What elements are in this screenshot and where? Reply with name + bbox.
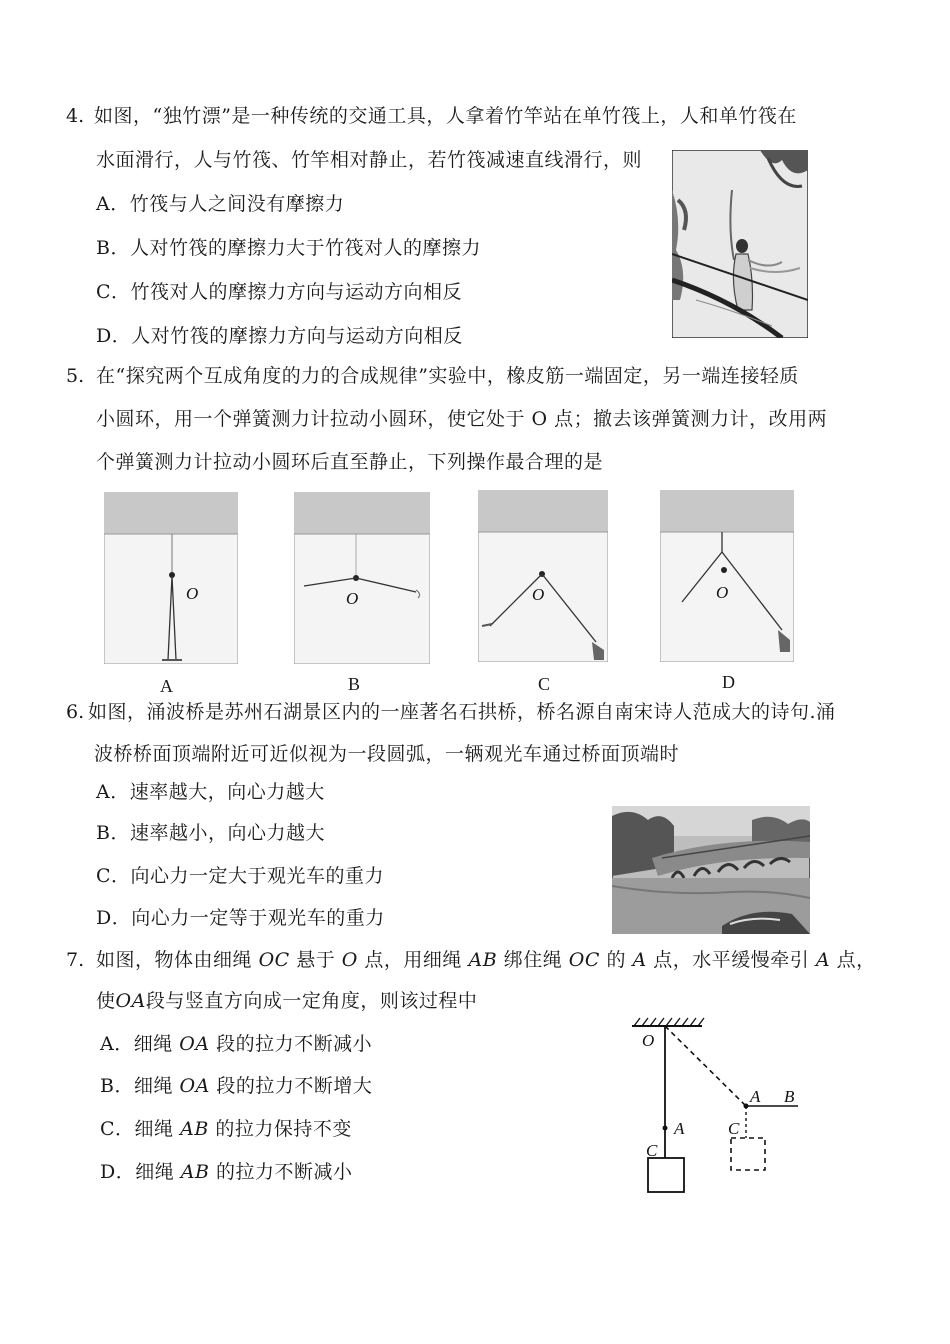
q7-option-a[interactable]: A．细绳 OA 段的拉力不断减小 [100, 1033, 373, 1055]
option-text: 竹筏与人之间没有摩擦力 [129, 193, 345, 215]
diagram-label-c: C [646, 1141, 658, 1160]
option-label: D． [96, 325, 132, 347]
option-text: 竹筏对人的摩擦力方向与运动方向相反 [130, 281, 463, 303]
q7-option-d[interactable]: D．细绳 AB 的拉力不断减小 [100, 1161, 353, 1183]
q5-figure-a-label: A [160, 676, 173, 696]
option-label: B． [100, 1075, 134, 1097]
q4-option-b[interactable] [96, 236, 481, 260]
q6-stem-line1: 如图，涌波桥是苏州石湖景区内的一座著名石拱桥，桥名源自南宋诗人范成大的诗句.涌 [88, 701, 836, 723]
q6-option-d[interactable] [96, 906, 385, 930]
q4-option-c[interactable] [96, 280, 462, 304]
q5-figure-b-label: B [348, 674, 361, 694]
q4-number: 4. [66, 105, 85, 127]
diagram-label-a: A [674, 1119, 685, 1138]
q4-stem-line1: 如图，“独竹漂”是一种传统的交通工具，人拿着竹竿站在单竹筏上，人和单竹筏在 [94, 105, 797, 127]
point-o-label: O [346, 589, 359, 608]
q5-figure-a[interactable] [104, 492, 238, 664]
q5-figure-d-label: D [722, 672, 735, 692]
q7-stem-line1: 如图，物体由细绳 OC 悬于 O 点，用细绳 AB 绑住绳 OC 的 A 点，水平缓慢牵引 A 点， [96, 949, 876, 971]
q6-stem-line2: 波桥桥面顶端附近可近似视为一段圆弧，一辆观光车通过桥面顶端时 [94, 743, 680, 765]
option-text: 速率越大，向心力越大 [129, 781, 325, 803]
option-label: B． [96, 822, 130, 844]
diagram-label-o: O [642, 1031, 655, 1050]
q6-option-b[interactable] [96, 821, 325, 845]
q5-stem-line1: 在“探究两个互成角度的力的合成规律”实验中，橡皮筋一端固定，另一端连接轻质 [96, 365, 799, 387]
point-o-label: O [716, 583, 729, 602]
q5-figure-b[interactable] [294, 492, 430, 664]
option-label: D． [96, 907, 132, 929]
diagram-label-a2: A [750, 1087, 761, 1106]
option-text: 人对竹筏的摩擦力大于竹筏对人的摩擦力 [129, 237, 481, 259]
option-label: C． [100, 1118, 135, 1140]
q5-stem-line3: 个弹簧测力计拉动小圆环后直至静止，下列操作最合理的是 [96, 451, 604, 473]
option-text: 向心力一定等于观光车的重力 [131, 907, 385, 929]
q4-option-a[interactable] [96, 192, 344, 216]
option-label: A． [96, 193, 130, 215]
point-o-label: O [532, 585, 545, 604]
q4-option-d[interactable] [96, 324, 463, 348]
q7-number: 7. [66, 949, 85, 971]
diagram-label-b: B [784, 1087, 795, 1106]
option-text: 速率越小，向心力越大 [129, 822, 325, 844]
q6-option-a[interactable] [96, 780, 325, 804]
option-text: 向心力一定大于观光车的重力 [130, 865, 385, 887]
option-label: A． [96, 781, 130, 803]
q4-bamboo-rafting-photo [672, 150, 808, 338]
option-label: C． [96, 281, 131, 303]
option-label: A． [100, 1033, 134, 1055]
point-o-label: O [186, 584, 199, 603]
option-label: C． [96, 865, 131, 887]
q5-figure-d[interactable] [660, 490, 794, 662]
q5-figure-c-label: C [538, 674, 551, 694]
q6-number: 6. [66, 701, 85, 723]
q7-option-b[interactable]: B．细绳 OA 段的拉力不断增大 [100, 1075, 373, 1097]
q6-stone-bridge-photo [612, 806, 810, 934]
q7-rope-diagram [620, 1010, 810, 1200]
q5-figure-c[interactable] [478, 490, 608, 662]
q5-stem-line2: 小圆环，用一个弹簧测力计拉动小圆环，使它处于 O 点；撤去该弹簧测力计，改用两 [96, 408, 828, 430]
q7-option-c[interactable]: C．细绳 AB 的拉力保持不变 [100, 1118, 352, 1140]
diagram-label-c2: C [728, 1119, 740, 1138]
q6-option-c[interactable] [96, 864, 384, 888]
option-label: D． [100, 1161, 136, 1183]
q7-stem-line2: 使OA段与竖直方向成一定角度，则该过程中 [96, 990, 478, 1012]
q5-number: 5. [66, 365, 85, 387]
q4-stem-line2: 水面滑行，人与竹筏、竹竿相对静止，若竹筏减速直线滑行，则 [96, 149, 643, 171]
option-text: 人对竹筏的摩擦力方向与运动方向相反 [131, 325, 463, 347]
option-label: B． [96, 237, 130, 259]
